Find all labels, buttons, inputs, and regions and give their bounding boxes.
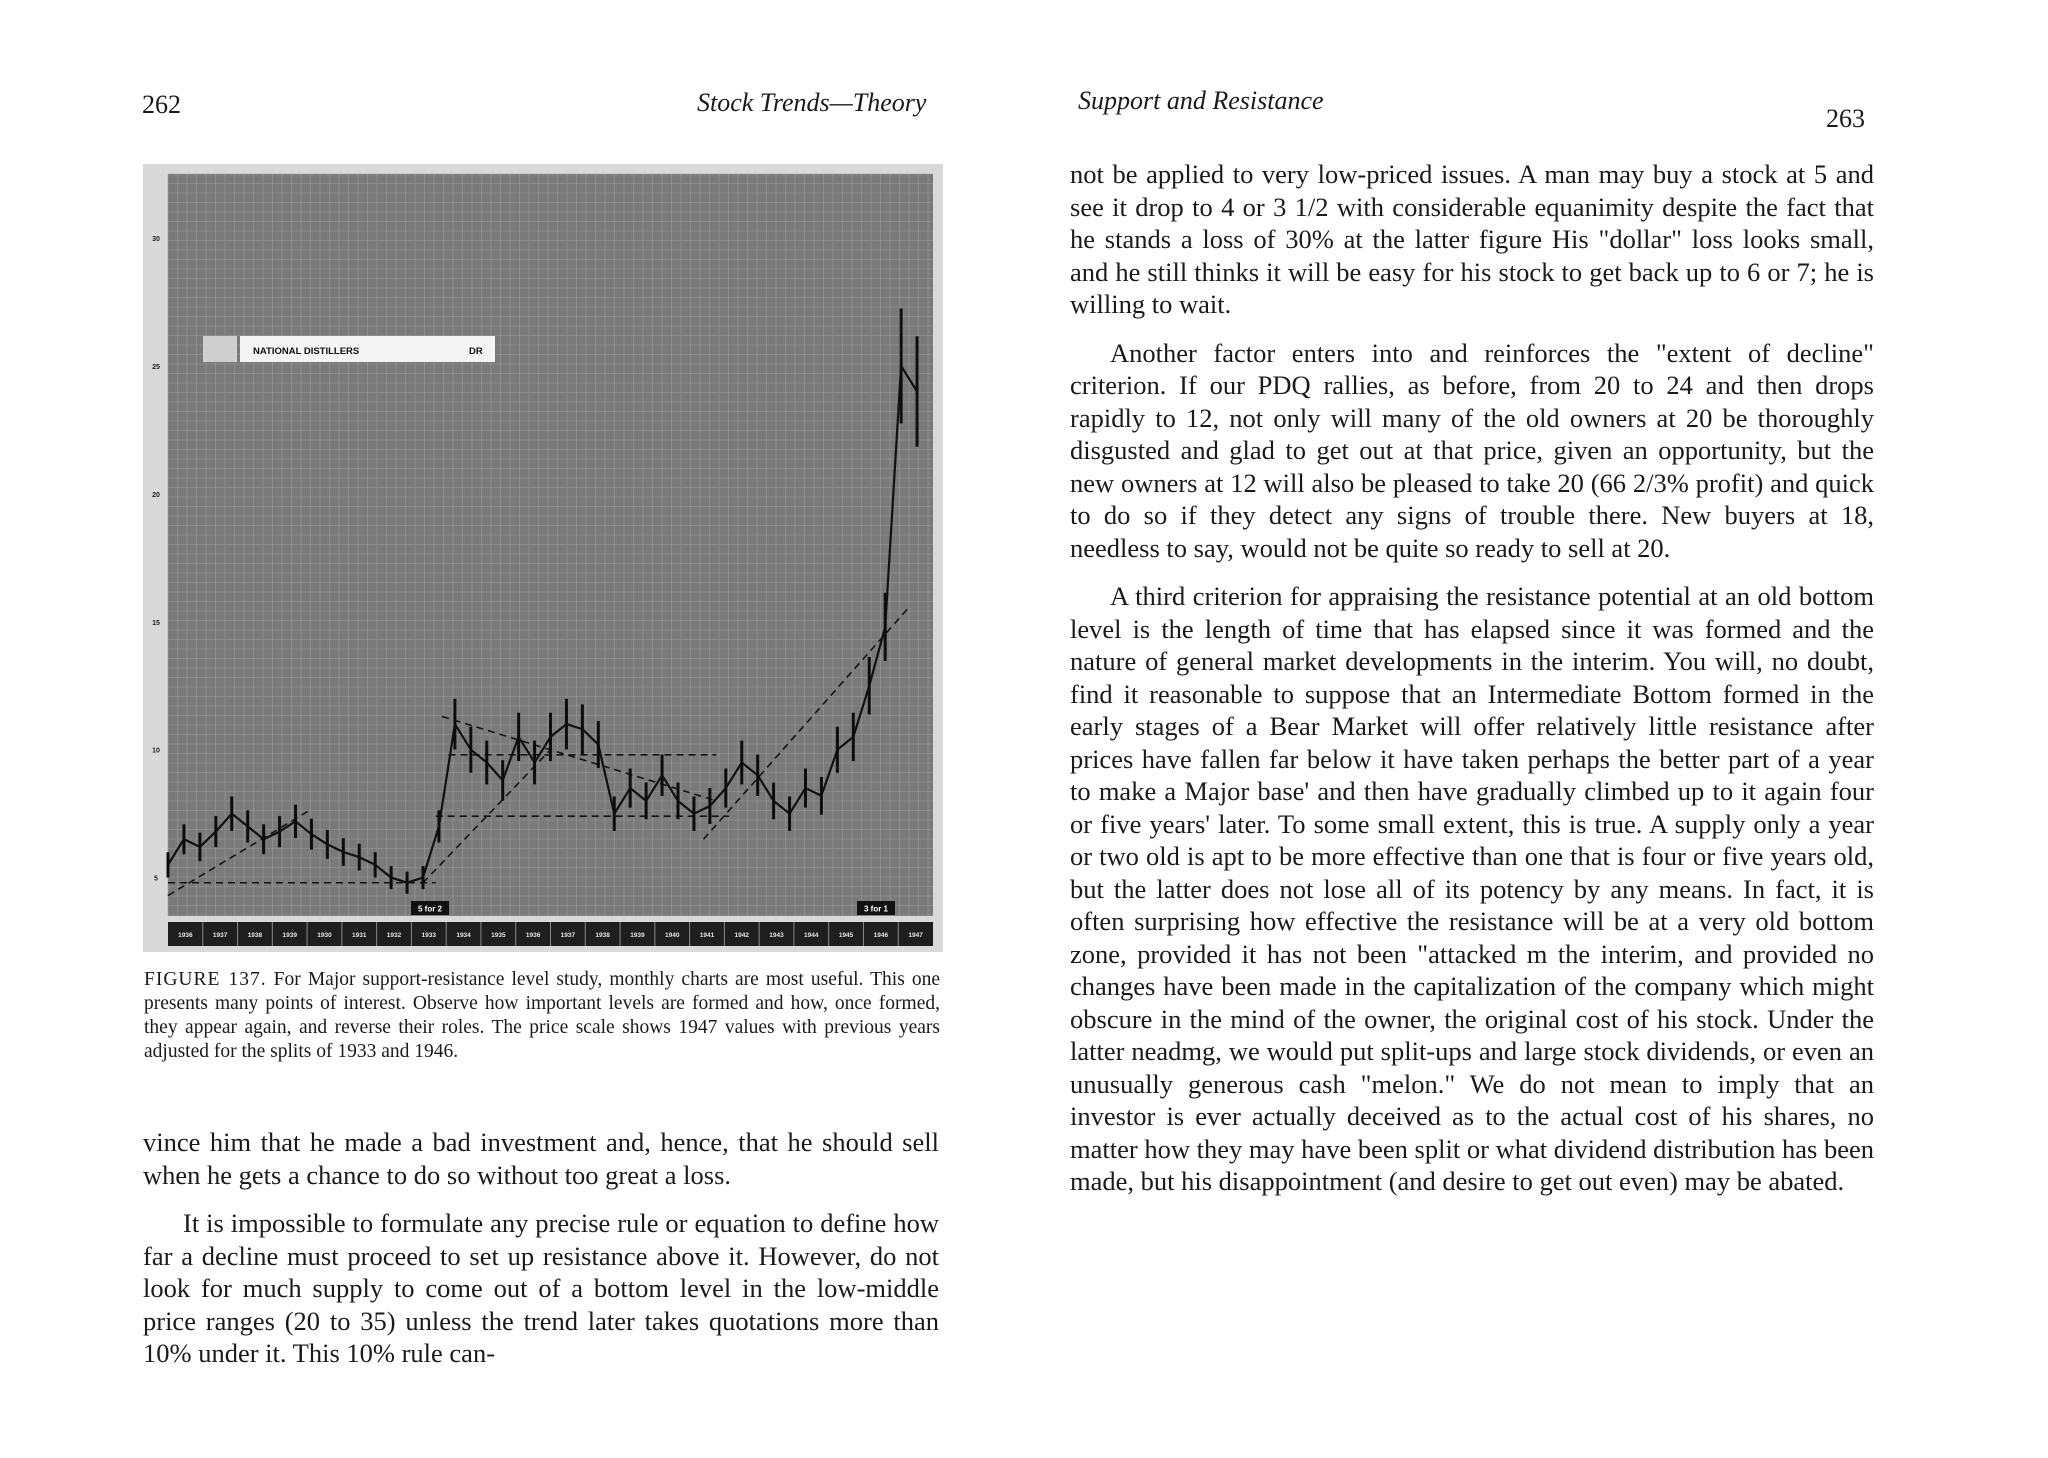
x-tick-label: 1938 bbox=[595, 932, 610, 939]
figure-caption bbox=[144, 968, 940, 1064]
page-number: 263 bbox=[1826, 104, 1865, 133]
right-page bbox=[1020, 0, 2048, 1458]
y-tick-label: 15 bbox=[152, 619, 160, 627]
x-tick-label: 1934 bbox=[456, 932, 471, 939]
x-tick-label: 1935 bbox=[491, 932, 506, 939]
y-tick-label: 20 bbox=[152, 491, 160, 499]
chart-logo-box bbox=[203, 336, 237, 362]
x-tick-label: 1936 bbox=[525, 932, 541, 939]
left-page bbox=[0, 0, 1020, 1458]
split-note-1946-label: 3 for 1 bbox=[863, 904, 889, 914]
x-tick-label: 1939 bbox=[282, 932, 297, 939]
running-head: Support and Resistance bbox=[1078, 86, 1324, 115]
x-tick-label: 1937 bbox=[212, 932, 228, 939]
stock-chart-figure bbox=[143, 164, 943, 952]
x-tick-label: 1939 bbox=[630, 932, 645, 939]
split-note-1946 bbox=[857, 901, 895, 915]
x-tick-label: 1945 bbox=[838, 932, 854, 939]
x-tick-label: 1933 bbox=[421, 932, 437, 939]
y-tick-label: 5 bbox=[154, 875, 158, 883]
x-tick-label: 1936 bbox=[178, 932, 193, 939]
x-tick-label: 1932 bbox=[386, 932, 402, 939]
paragraph: vince him that he made a bad investment and, hence, that he should sell when he gets a chance to do so without too great a loss. bbox=[143, 1127, 939, 1190]
x-tick-label: 1943 bbox=[769, 932, 784, 939]
x-tick-label: 1938 bbox=[247, 932, 263, 939]
plot-area bbox=[168, 174, 933, 916]
chart-title-box bbox=[203, 336, 495, 362]
caption-text: For Major support-resistance level study, monthly charts are most useful. This one presents many points of interest. Observe how important levels are formed and how, once formed, they appear again, and reverse their roles. The price scale shows 1947 values with previous years adjusted for the splits of 1933 and 1946. bbox=[144, 969, 940, 1062]
x-tick-label: 1944 bbox=[804, 932, 819, 939]
x-tick-label: 1931 bbox=[352, 932, 367, 939]
left-body-text bbox=[143, 1126, 939, 1370]
x-tick-label: 1940 bbox=[664, 932, 680, 939]
y-tick-label: 25 bbox=[152, 363, 160, 371]
x-tick-label: 1942 bbox=[734, 932, 749, 939]
stock-chart bbox=[143, 164, 943, 952]
paragraph: A third criterion for appraising the resistance potential at an old bottom level is the length of time that has elapsed since it was formed and the nature of general market developments in the interim. You will, no doubt, find it reasonable to suppose that an Intermediate Bottom formed in the early stages of a Bear Market will offer relatively little resistance after prices have fallen far below it have taken perhaps the better part of a year to make a Major base' and then have gradually climbed up to it again four or five years' later. To some small extent, this is true. A supply only a year or two old is apt to be more effective than one that is four or five years old, but the latter does not lose all of its potency by any means. In fact, it is often surprising how effective the resistance will be at a very old bottom zone, provided it has not been "attacked m the interim, and provided no changes have been made in the capitalization of the company which might obscure in the mind of the owner, the original cost of his stock. Under the latter neadmg, we would put split-ups and large stock dividends, or even an unusually generous cash "melon." We do not mean to imply that an investor is ever actually deceived as to the actual cost of his shares, no matter how they may have been split or what dividend distribution has been made, but his disappointment (and desire to get out even) may be abated. bbox=[1070, 581, 1874, 1196]
caption-label: FIGURE 137. bbox=[144, 969, 267, 990]
x-tick-label: 1946 bbox=[873, 932, 889, 939]
split-note-1933-label: 5 for 2 bbox=[417, 904, 443, 914]
split-note-1933 bbox=[411, 901, 449, 915]
paragraph: Another factor enters into and reinforces the "extent of decline" criterion. If our PDQ rallies, as before, from 20 to 24 and then drops rapidly to 12, not only will many of the old owners at 20 be thoroughly disgusted and glad to get out at that price, given an opportunity, but the new owners at 12 will also be pleased to take 20 (66 2/3% profit) and quick to do so if they detect any signs of trouble there. New buyers at 18, needless to say, would not be quite so ready to sell at 20. bbox=[1070, 337, 1874, 563]
x-tick-label: 1937 bbox=[560, 932, 576, 939]
paragraph: not be applied to very low-priced issues. A man may buy a stock at 5 and see it drop to 4 or 3 1/2 with considerable equanimity despite the fact that he stands a loss of 30% at the latter figure His "dollar" loss looks small, and he still thinks it will be easy for his stock to get back up to 6 or 7; he is willing to wait. bbox=[1070, 159, 1874, 319]
paragraph: It is impossible to formulate any precise rule or equation to define how far a decline must proceed to set up resistance above it. However, do not look for much supply to come out of a bottom level in the low-middle price ranges (20 to 35) unless the trend later takes quotations more than 10% under it. This 10% rule can- bbox=[143, 1208, 939, 1368]
running-head: Stock Trends—Theory bbox=[697, 88, 927, 117]
chart-symbol: DR bbox=[469, 346, 483, 357]
page-number: 262 bbox=[142, 90, 181, 119]
x-tick-label: 1941 bbox=[699, 932, 715, 939]
right-body-text bbox=[1070, 158, 1874, 1198]
y-tick-label: 30 bbox=[152, 235, 160, 243]
x-tick-label: 1930 bbox=[317, 932, 332, 939]
y-tick-label: 10 bbox=[152, 747, 160, 755]
chart-title: NATIONAL DISTILLERS bbox=[253, 346, 360, 357]
x-tick-label: 1947 bbox=[908, 932, 923, 939]
